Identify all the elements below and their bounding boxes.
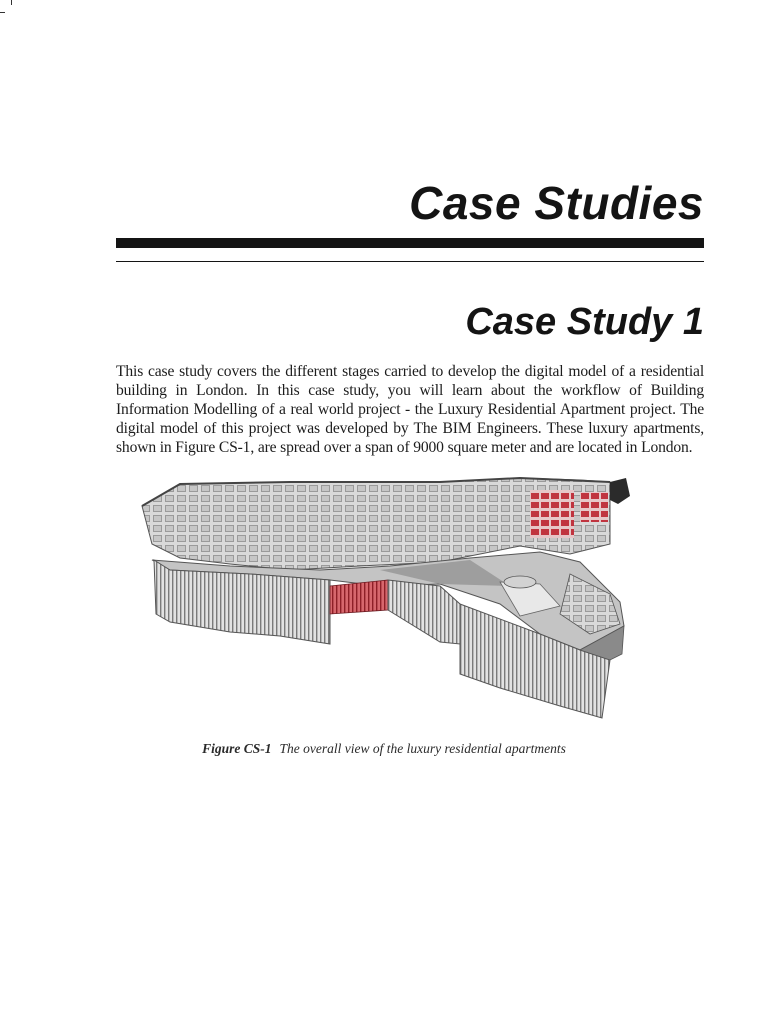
- figure-label: Figure CS-1: [202, 741, 272, 756]
- chapter-rule-thick: [116, 238, 704, 248]
- figure-cs-1-image: [140, 474, 632, 722]
- crop-mark-vertical: [11, 0, 12, 5]
- figure-caption-text: The overall view of the luxury residential apartments: [279, 741, 566, 756]
- chapter-title: Case Studies: [409, 177, 704, 229]
- building-model-illustration: [140, 474, 632, 722]
- section-title: Case Study 1: [465, 301, 704, 343]
- figure-caption: [0, 741, 768, 757]
- crop-mark-horizontal: [0, 12, 5, 13]
- chapter-rule-thin: [116, 261, 704, 262]
- intro-paragraph: This case study covers the different stages carried to develop the digital model of a residential building in London. In this case study, you will learn about the workflow of Building Information Modelling of a real world project - the Luxury Residential Apartment project. The digital model of this project was developed by The BIM Engineers. These luxury apartments, shown in Figure CS-1, are spread over a span of 9000 square meter and are located in London.: [116, 363, 704, 456]
